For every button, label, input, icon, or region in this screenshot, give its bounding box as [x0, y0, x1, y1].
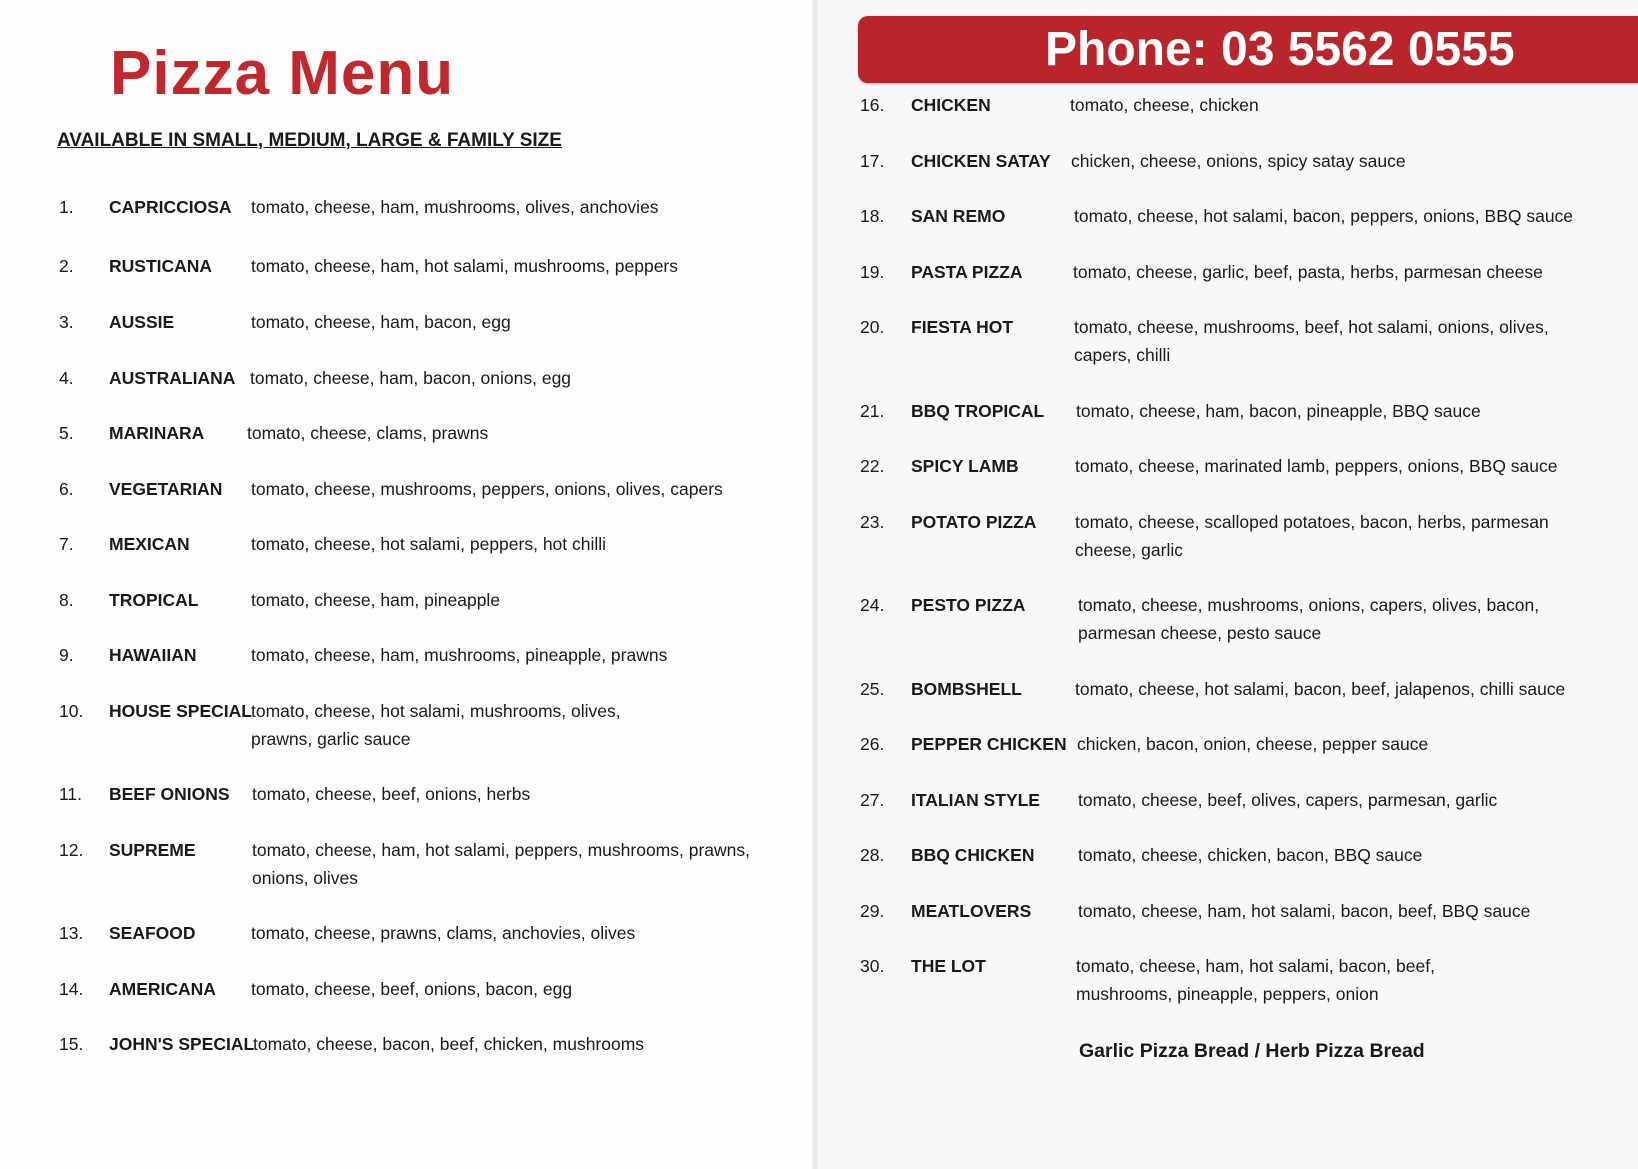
item-number: 4. — [59, 368, 74, 388]
item-description: tomato, cheese, beef, onions, herbs — [252, 784, 531, 804]
item-number: 25. — [860, 679, 885, 699]
item-description: tomato, cheese, ham, bacon, egg — [251, 312, 511, 332]
item-name: HAWAIIAN — [109, 645, 197, 665]
item-number: 27. — [860, 790, 885, 810]
item-number: 7. — [59, 534, 74, 554]
item-name: ITALIAN STYLE — [911, 790, 1040, 810]
item-number: 12. — [59, 840, 84, 860]
item-description: tomato, cheese, mushrooms, onions, capers, olives, bacon, parmesan cheese, pesto sauce — [1078, 595, 1540, 643]
item-number: 2. — [59, 256, 74, 276]
item-number: 5. — [59, 423, 74, 443]
item-name: JOHN'S SPECIAL — [109, 1034, 255, 1054]
item-number: 20. — [860, 317, 885, 337]
item-description: tomato, cheese, ham, hot salami, bacon, beef, BBQ sauce — [1078, 901, 1531, 921]
item-description: tomato, cheese, ham, hot salami, peppers, mushrooms, prawns, onions, olives — [252, 840, 751, 888]
item-number: 18. — [860, 206, 885, 226]
item-number: 10. — [59, 701, 84, 721]
item-number: 26. — [860, 734, 885, 754]
item-number: 22. — [860, 456, 885, 476]
item-number: 28. — [860, 845, 885, 865]
item-description: tomato, cheese, bacon, beef, chicken, mushrooms — [253, 1034, 645, 1054]
item-number: 1. — [59, 197, 74, 217]
item-number: 3. — [59, 312, 74, 332]
item-name: SPICY LAMB — [911, 456, 1019, 476]
item-description: tomato, cheese, hot salami, bacon, peppers, onions, BBQ sauce — [1074, 206, 1574, 226]
item-name: THE LOT — [911, 956, 986, 976]
item-name: PESTO PIZZA — [911, 595, 1026, 615]
item-number: 16. — [860, 95, 885, 115]
item-description: tomato, cheese, chicken — [1070, 95, 1259, 115]
item-description: tomato, cheese, hot salami, bacon, beef, jalapenos, chilli sauce — [1075, 679, 1566, 699]
bread-options-note: Garlic Pizza Bread / Herb Pizza Bread — [1079, 1040, 1425, 1062]
item-number: 13. — [59, 923, 84, 943]
item-number: 17. — [860, 151, 885, 171]
item-number: 8. — [59, 590, 74, 610]
item-number: 9. — [59, 645, 74, 665]
item-description: tomato, cheese, marinated lamb, peppers, onions, BBQ sauce — [1075, 456, 1558, 476]
item-number: 15. — [59, 1034, 84, 1054]
item-description: tomato, cheese, ham, hot salami, bacon, beef, mushrooms, pineapple, peppers, onion — [1076, 956, 1435, 1004]
item-description: tomato, cheese, beef, onions, bacon, egg — [251, 979, 573, 999]
item-name: HOUSE SPECIAL — [109, 701, 252, 721]
item-description: chicken, bacon, onion, cheese, pepper sauce — [1077, 734, 1429, 754]
item-description: tomato, cheese, ham, hot salami, mushrooms, peppers — [251, 256, 679, 276]
page-title: Pizza Menu — [110, 39, 455, 108]
item-name: MEXICAN — [109, 534, 190, 554]
item-name: BBQ TROPICAL — [911, 401, 1045, 421]
item-name: CHICKEN SATAY — [911, 151, 1051, 171]
item-description: tomato, cheese, beef, olives, capers, parmesan, garlic — [1078, 790, 1498, 810]
item-name: PASTA PIZZA — [911, 262, 1023, 282]
item-description: tomato, cheese, garlic, beef, pasta, herbs, parmesan cheese — [1073, 262, 1543, 282]
item-name: BEEF ONIONS — [109, 784, 230, 804]
item-description: tomato, cheese, hot salami, peppers, hot chilli — [251, 534, 607, 554]
item-name: AUSSIE — [109, 312, 175, 332]
item-name: PEPPER CHICKEN — [911, 734, 1067, 754]
item-name: POTATO PIZZA — [911, 512, 1037, 532]
item-description: tomato, cheese, ham, bacon, onions, egg — [250, 368, 572, 388]
item-number: 21. — [860, 401, 885, 421]
item-description: tomato, cheese, ham, mushrooms, olives, anchovies — [251, 197, 659, 217]
item-number: 6. — [59, 479, 74, 499]
page-fold — [812, 0, 818, 1169]
item-name: CHICKEN — [911, 95, 991, 115]
item-name: MEATLOVERS — [911, 901, 1032, 921]
item-name: RUSTICANA — [109, 256, 213, 276]
item-description: tomato, cheese, prawns, clams, anchovies, olives — [251, 923, 636, 943]
item-description: tomato, cheese, mushrooms, beef, hot salami, onions, olives, capers, chilli — [1074, 317, 1549, 365]
item-name: AUSTRALIANA — [109, 368, 236, 388]
item-name: BOMBSHELL — [911, 679, 1022, 699]
item-name: FIESTA HOT — [911, 317, 1014, 337]
item-name: MARINARA — [109, 423, 205, 443]
item-description: tomato, cheese, ham, mushrooms, pineapple, prawns — [251, 645, 668, 665]
item-name: SUPREME — [109, 840, 196, 860]
item-name: VEGETARIAN — [109, 479, 223, 499]
item-number: 29. — [860, 901, 885, 921]
item-name: TROPICAL — [109, 590, 199, 610]
item-name: SAN REMO — [911, 206, 1006, 226]
item-description: tomato, cheese, scalloped potatoes, bacon, herbs, parmesan cheese, garlic — [1075, 512, 1549, 560]
item-number: 19. — [860, 262, 885, 282]
item-description: tomato, cheese, ham, pineapple — [251, 590, 501, 610]
item-number: 30. — [860, 956, 885, 976]
item-description: chicken, cheese, onions, spicy satay sauce — [1071, 151, 1406, 171]
item-number: 14. — [59, 979, 84, 999]
item-description: tomato, cheese, ham, bacon, pineapple, BBQ sauce — [1076, 401, 1481, 421]
size-availability-note: AVAILABLE IN SMALL, MEDIUM, LARGE & FAMILY SIZE — [57, 130, 562, 151]
item-description: tomato, cheese, mushrooms, peppers, onions, olives, capers — [251, 479, 723, 499]
item-number: 23. — [860, 512, 885, 532]
item-name: BBQ CHICKEN — [911, 845, 1035, 865]
item-name: AMERICANA — [109, 979, 216, 999]
item-description: tomato, cheese, hot salami, mushrooms, olives, prawns, garlic sauce — [251, 701, 621, 749]
item-number: 11. — [59, 784, 83, 804]
phone-number: Phone: 03 5562 0555 — [1045, 23, 1515, 76]
item-description: tomato, cheese, chicken, bacon, BBQ sauce — [1078, 845, 1423, 865]
item-name: SEAFOOD — [109, 923, 196, 943]
item-name: CAPRICCIOSA — [109, 197, 232, 217]
item-description: tomato, cheese, clams, prawns — [247, 423, 489, 443]
item-number: 24. — [860, 595, 885, 615]
